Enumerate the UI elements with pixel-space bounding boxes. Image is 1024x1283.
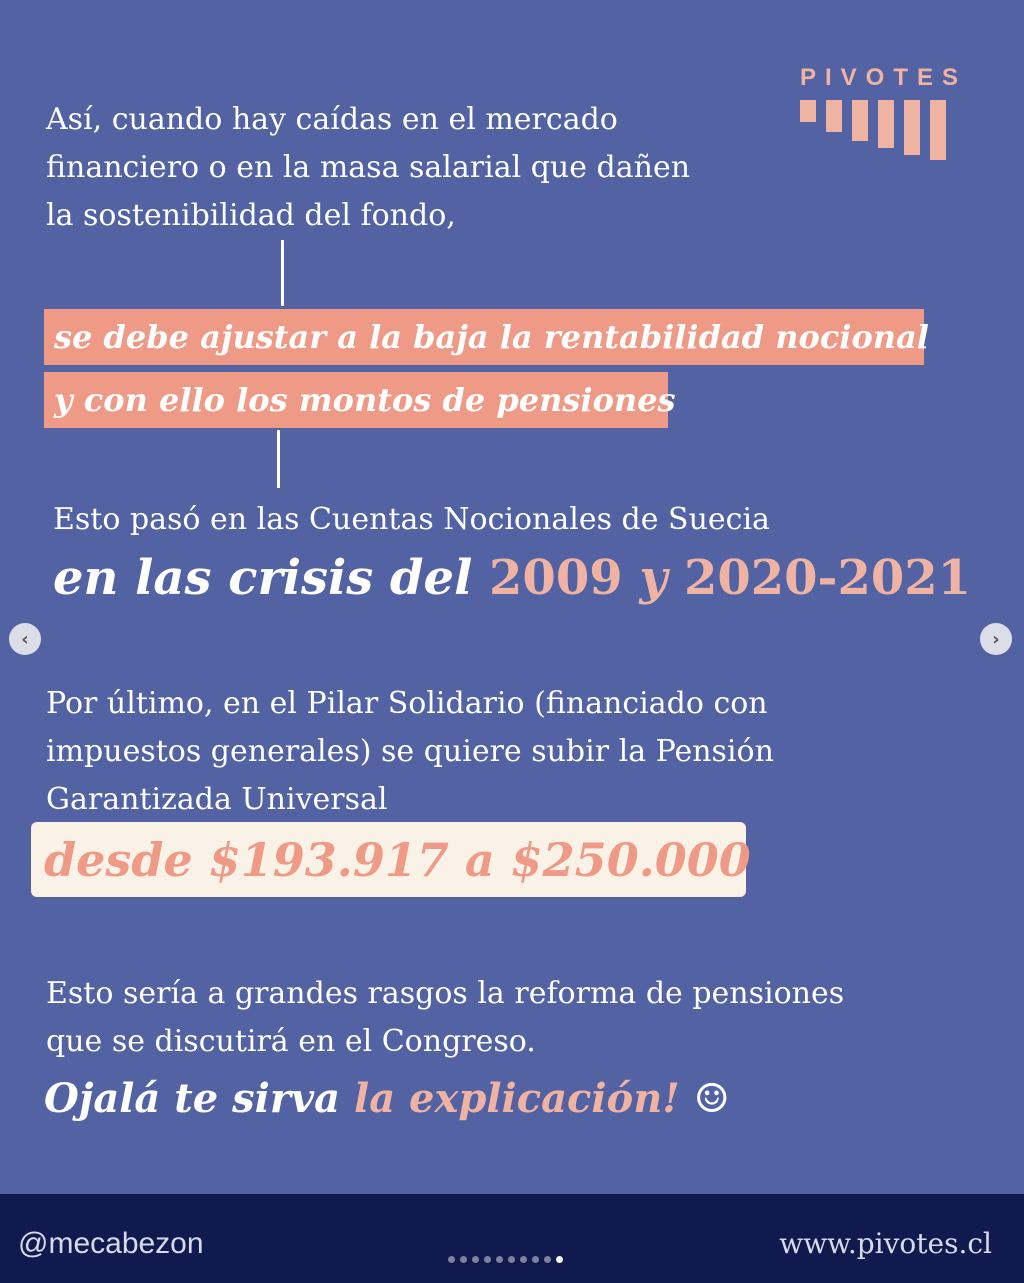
carousel-page-indicator [448,1256,563,1263]
page-dot[interactable] [532,1256,539,1263]
solidario-paragraph [46,680,774,824]
pension-amount: desde $193.917 a $250.000 [44,833,751,887]
sweden-line: Esto pasó en las Cuentas Nocionales de Suecia [53,502,770,537]
crisis-year-2020-2021: 2020-2021 [683,550,972,606]
wish-prefix: Ojalá te sirva [44,1075,341,1122]
intro-paragraph [46,96,690,240]
logo-bar [904,100,920,155]
page-dot[interactable] [460,1256,467,1263]
page-dot[interactable] [508,1256,515,1263]
page-dot[interactable] [472,1256,479,1263]
crisis-heading [53,548,971,608]
pivotes-logo-bars [800,100,974,160]
closing-wish [44,1071,730,1127]
solidario-line: impuestos generales) se quiere subir la Pensión [46,734,774,769]
logo-bar [878,100,894,148]
logo-bar [800,100,816,122]
chevron-left-icon: ‹ [21,628,29,650]
logo-bar [826,100,842,132]
highlight-bar-1: se debe ajustar a la baja la rentabilidad nocional [44,309,924,365]
closing-line: que se discutirá en el Congreso. [46,1024,536,1059]
page-dot[interactable] [520,1256,527,1263]
chevron-right-icon: › [992,628,1000,650]
website-url: www.pivotes.cl [779,1227,992,1260]
page-dot[interactable] [484,1256,491,1263]
solidario-line: Por último, en el Pilar Solidario (financiado con [46,686,768,721]
closing-paragraph [46,970,844,1066]
highlight-bar-2: y con ello los montos de pensiones [44,372,668,428]
page-dot[interactable] [496,1256,503,1263]
logo-bar [930,100,946,160]
page-dot[interactable] [556,1256,563,1263]
carousel-prev-button[interactable] [9,623,41,655]
logo-bar [852,100,868,141]
wish-highlight: la explicación! [354,1075,680,1122]
pivotes-logo-wordmark: PIVOTES [800,64,968,91]
author-handle: @mecabezon [18,1227,204,1260]
crisis-prefix: en las crisis del [53,550,473,606]
intro-line: la sostenibilidad del fondo, [46,198,456,233]
solidario-line: Garantizada Universal [46,782,388,817]
carousel-next-button[interactable] [980,623,1012,655]
closing-line: Esto sería a grandes rasgos la reforma de pensiones [46,976,845,1011]
connector-line [277,430,280,488]
connector-line [281,240,284,306]
page-dot[interactable] [448,1256,455,1263]
intro-line: financiero o en la masa salarial que dañen [46,150,691,185]
crisis-year-2009: 2009 [489,550,623,606]
smiley-icon: ☺ [693,1076,730,1122]
page-dot[interactable] [544,1256,551,1263]
crisis-connector: y [639,550,668,606]
intro-line: Así, cuando hay caídas en el mercado [46,102,618,137]
